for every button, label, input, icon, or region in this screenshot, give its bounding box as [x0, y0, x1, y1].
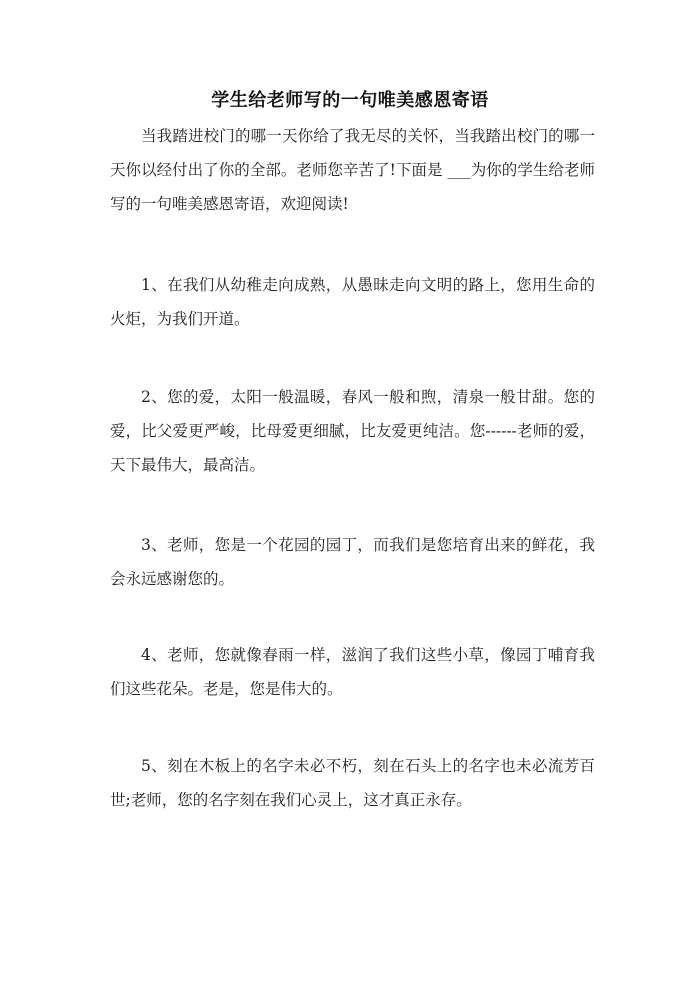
- blessing-item-3: 3、老师，您是一个花园的园丁，而我们是您培育出来的鲜花，我会永远感谢您的。: [110, 536, 595, 588]
- intro-paragraph: 当我踏进校门的哪一天你给了我无尽的关怀，当我踏出校门的哪一天你以经付出了你的全部。老师您辛苦了!下面是 ___为你的学生给老师写的一句唯美感恩寄语，欢迎阅读!: [110, 127, 595, 213]
- document-title: 学生给老师写的一句唯美感恩寄语: [211, 90, 489, 111]
- blessing-item-1: 1、在我们从幼稚走向成熟，从愚昧走向文明的路上，您用生命的火炬，为我们开道。: [110, 276, 595, 328]
- blessing-item-4: 4、老师，您就像春雨一样，滋润了我们这些小草，像园丁哺育我们这些花朵。老是，您是伟大的。: [110, 646, 595, 698]
- blessing-item-2: 2、您的爱，太阳一般温暖，春风一般和煦，清泉一般甘甜。您的爱，比父爱更严峻，比母爱更细腻，比友爱更纯洁。您------老师的爱，天下最伟大，最高洁。: [110, 388, 595, 474]
- blessing-item-5: 5、刻在木板上的名字未必不朽，刻在石头上的名字也未必流芳百世;老师，您的名字刻在我们心灵上，这才真正永存。: [110, 757, 595, 809]
